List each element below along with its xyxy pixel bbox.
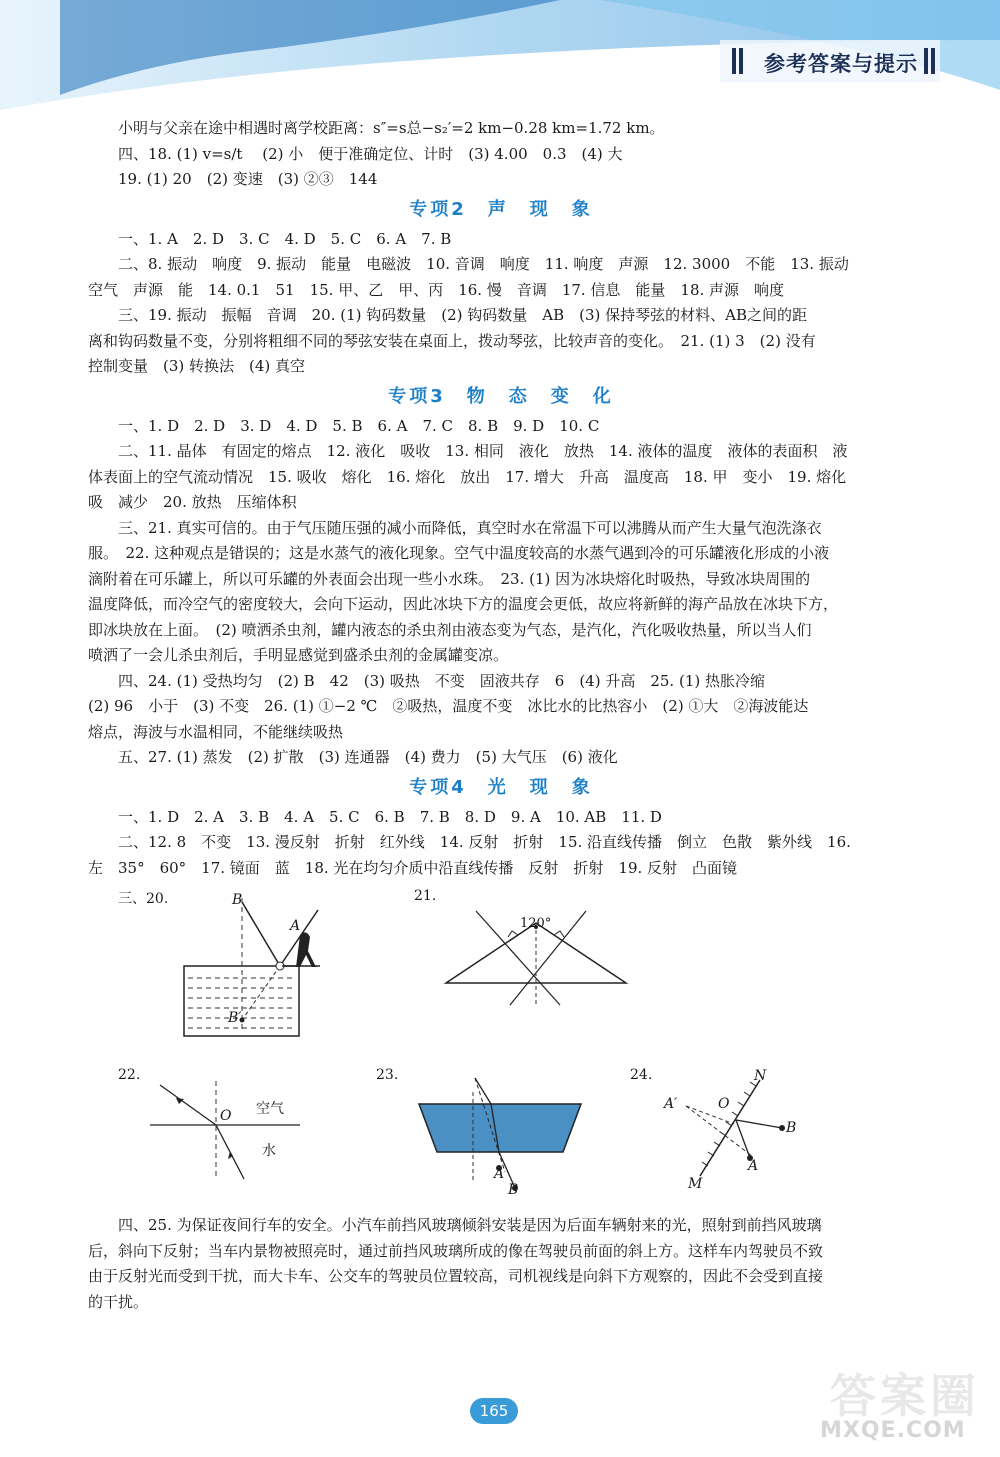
text-line: 一、1. D 2. A 3. B 4. A 5. C 6. B 7. B 8. D 9. A 10. AB 11. D: [118, 807, 662, 826]
figure-20-diagram: [180, 890, 325, 1040]
text-line: 空气 声源 能 14. 0.1 51 15. 甲、乙 甲、丙 16. 慢 音调 17. 信息 能量 18. 声源 响度: [88, 280, 785, 299]
section-title-state-change: 专项3 物 态 变 化: [388, 385, 614, 407]
text-line: 二、12. 8 不变 13. 漫反射 折射 红外线 14. 反射 折射 15. 沿直线传播 倒立 色散 紫外线 16.: [118, 833, 851, 851]
label-B-24: B: [786, 1120, 797, 1136]
text-line: 左 35° 60° 17. 镜面 蓝 18. 光在均匀介质中沿直线传播 反射 折射 19. 反射 凸面镜: [88, 858, 738, 877]
header-bar-right-2: [931, 48, 935, 74]
question-24-label: 24.: [630, 1067, 653, 1083]
text-line: (2) 96 小于 (3) 不变 26. (1) ①−2 ℃ ②吸热，温度不变 冰比水的比热容小 (2) ①大 ②海波能达: [88, 697, 809, 715]
label-N: N: [754, 1068, 767, 1084]
text-line: 吸 减少 20. 放热 压缩体积: [88, 493, 297, 511]
text-line: 四、24. (1) 受热均匀 (2) B 42 (3) 吸热 不变 固液共存 6 (4) 升高 25. (1) 热胀冷缩: [118, 671, 765, 690]
answer-content: [88, 116, 914, 881]
text-line: 三、19. 振动 振幅 音调 20. (1) 钩码数量 (2) 钩码数量 AB (3) 保持琴弦的材料、AB之间的距: [118, 306, 808, 324]
label-B-23: B: [508, 1182, 519, 1198]
header-bar-right: [924, 48, 928, 74]
label-A-24: A: [748, 1158, 759, 1174]
answer-content-q25: [88, 1213, 914, 1315]
page-number: 165: [470, 1398, 518, 1424]
text-line: 二、8. 振动 响度 9. 振动 能量 电磁波 10. 音调 响度 11. 响度 声源 12. 3000 不能 13. 振动: [118, 255, 849, 273]
text-line: 一、1. A 2. D 3. C 4. D 5. C 6. A 7. B: [118, 229, 452, 248]
text-line: 喷洒了一会儿杀虫剂后，手明显感觉到盛杀虫剂的金属罐变凉。: [88, 646, 509, 664]
text-line: 四、25. 为保证夜间行车的安全。小汽车前挡风玻璃倾斜安装是因为后面车辆射来的光，照射到前挡风玻璃: [118, 1216, 822, 1234]
label-air: 空气: [256, 1101, 284, 1117]
text-line: 服。 22. 这种观点是错误的；这是水蒸气的液化现象。空气中温度较高的水蒸气遇到冷的可乐罐液化形成的小液: [88, 544, 830, 562]
label-A-prime: A′: [664, 1096, 678, 1112]
header-bar-left: [732, 48, 736, 74]
angle-label: 120°: [520, 916, 552, 931]
text-line: 熔点，海波与水温相同，不能继续吸热: [88, 722, 344, 741]
text-line: 体表面上的空气流动情况 15. 吸收 熔化 16. 熔化 放出 17. 增大 升高 温度高 18. 甲 变小 19. 熔化: [88, 467, 847, 486]
figure-24-diagram: [670, 1072, 800, 1192]
watermark: [820, 1360, 995, 1455]
watermark-url: MXQE.COM: [820, 1418, 966, 1443]
text-line: 由于反射光而受到干扰，而大卡车、公交车的驾驶员位置较高，司机视线是向斜下方观察的，因此不会受到直接: [88, 1267, 824, 1285]
question-21-label: 21.: [414, 888, 437, 904]
label-B: B: [232, 892, 243, 908]
section-title-sound: 专项2 声 现 象: [409, 198, 593, 220]
label-M: M: [688, 1176, 703, 1192]
text-line: 小明与父亲在途中相遇时离学校距离：s″=s总−s₂′=2 km−0.28 km=1.72 km。: [118, 119, 665, 137]
section-header-title: 参考答案与提示: [764, 52, 918, 76]
watermark-logo: 答案圈: [830, 1369, 980, 1423]
label-O-24: O: [718, 1096, 730, 1112]
question-23-label: 23.: [376, 1067, 399, 1083]
text-line: 19. (1) 20 (2) 变速 (3) ②③ 144: [118, 170, 378, 188]
text-line: 的干扰。: [88, 1292, 149, 1311]
text-line: 控制变量 (3) 转换法 (4) 真空: [88, 357, 306, 375]
text-line: 即冰块放在上面。 (2) 喷洒杀虫剂，罐内液态的杀虫剂由液态变为气态，是汽化，汽化吸收热量，所以当人们: [88, 620, 812, 639]
label-B-prime: B′: [228, 1010, 242, 1026]
figure-22-diagram: [150, 1075, 310, 1185]
label-water: 水: [262, 1143, 276, 1159]
label-O: O: [220, 1108, 232, 1124]
question-20-label: 三、20.: [118, 891, 169, 907]
text-line: 滴附着在可乐罐上，所以可乐罐的外表面会出现一些小水珠。 23. (1) 因为冰块熔化时吸热，导致冰块周围的: [88, 569, 811, 588]
text-line: 一、1. D 2. D 3. D 4. D 5. B 6. A 7. C 8. B 9. D 10. C: [118, 416, 600, 435]
text-line: 后，斜向下反射；当车内景物被照亮时，通过前挡风玻璃所成的像在驾驶员前面的斜上方。这样车内驾驶员不致: [88, 1241, 824, 1260]
header-bar-left-2: [739, 48, 743, 74]
text-line: 离和钩码数量不变，分别将粗细不同的琴弦安装在桌面上，拨动琴弦，比较声音的变化。 21. (1) 3 (2) 没有: [88, 331, 816, 350]
text-line: 二、11. 晶体 有固定的熔点 12. 液化 吸收 13. 相同 液化 放热 14. 液体的温度 液体的表面积 液: [118, 442, 848, 460]
label-A-23: A: [494, 1166, 505, 1182]
text-line: 三、21. 真实可信的。由于气压随压强的减小而降低，真空时水在常温下可以沸腾从而产生大量气泡洗涤衣: [118, 518, 822, 537]
question-22-label: 22.: [118, 1067, 141, 1083]
text-line: 五、27. (1) 蒸发 (2) 扩散 (3) 连通器 (4) 费力 (5) 大气压 (6) 液化: [118, 748, 618, 766]
text-line: 四、18. (1) v=s/t (2) 小 便于准确定位、计时 (3) 4.00 0.3 (4) 大: [118, 144, 623, 163]
text-line: 温度降低，而冷空气的密度较大，会向下运动，因此冰块下方的温度会更低，故应将新鲜的海产品放在冰块下方，: [88, 595, 839, 613]
label-A: A: [290, 918, 301, 934]
section-title-light: 专项4 光 现 象: [409, 776, 593, 798]
